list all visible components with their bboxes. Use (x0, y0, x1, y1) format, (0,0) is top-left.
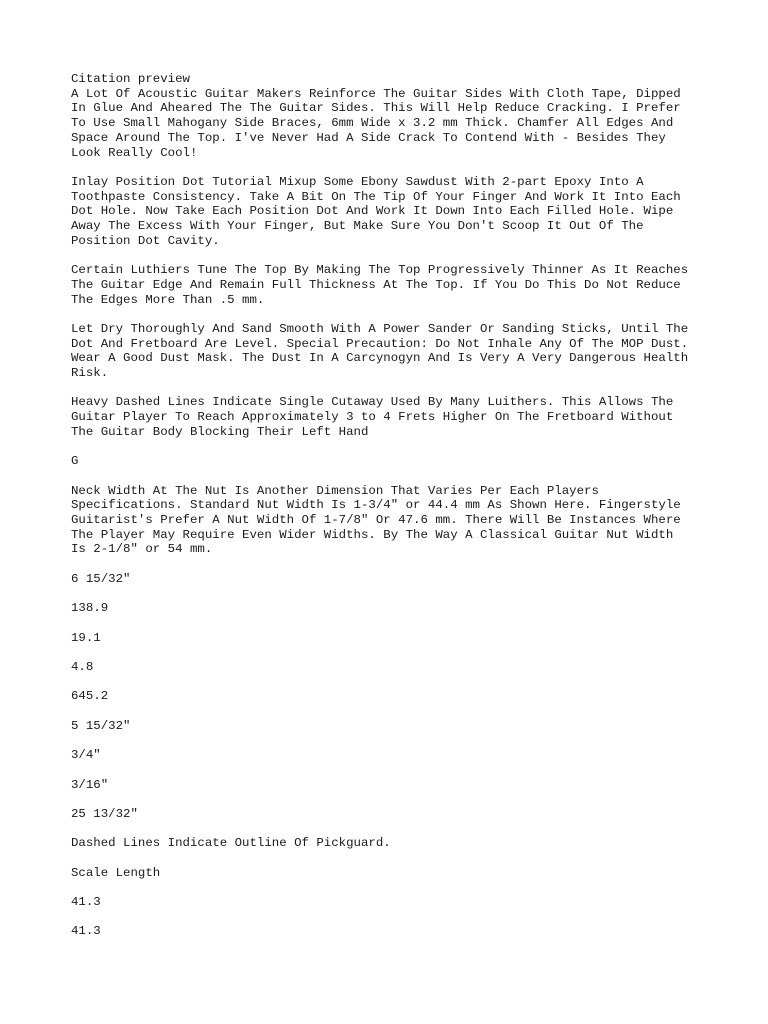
dimension-line: 5 15/32" (71, 718, 131, 733)
dimension-line: 3/16" (71, 777, 109, 792)
dimension-line: 4.8 (71, 659, 94, 674)
dimension-line: 138.9 (71, 601, 109, 616)
dimension-line: 25 13/32" (71, 806, 138, 821)
paragraph-cutaway: Heavy Dashed Lines Indicate Single Cutaway Used By Many Luithers. This Allows The Guitar Player To Reach Approximately 3 to 4 Frets Higher On The Fretboard Without The Guitar Body Blocking Their Left Hand (71, 395, 674, 439)
dimension-line: 6 15/32" (71, 571, 131, 586)
pickguard-note: Dashed Lines Indicate Outline Of Pickguard. (71, 836, 391, 851)
paragraph-nut-width: Neck Width At The Nut Is Another Dimension That Varies Per Each Players Specifications. Standard Nut Width Is 1-3/4" or 44.4 mm As Shown Here. Fingerstyle Guitarist's Prefer A Nut Width Of 1-7/8" Or 47.6 mm. There Will Be Instances Where The Player May Require Even Wider Widths. By The Way A Classical Guitar Nut Width Is 2-1/8" or 54 mm. (71, 483, 681, 557)
paragraph-sanding-precaution: Let Dry Thoroughly And Sand Smooth With A Power Sander Or Sanding Sticks, Until The Dot And Fretboard Are Level. Special Precaution: Do Not Inhale Any Of The MOP Dust. Wear A Good Dust Mask. The Dust In A Carcynogyn And Is Very A Very Dangerous Health Risk. (71, 321, 689, 381)
scale-length-label: Scale Length (71, 865, 161, 880)
dimension-line: 41.3 (71, 895, 101, 910)
dimension-line: 645.2 (71, 689, 109, 704)
dimension-line: 19.1 (71, 630, 101, 645)
paragraph-letter-g: G (71, 454, 79, 469)
paragraph-top-tuning: Certain Luthiers Tune The Top By Making The Top Progressively Thinner As It Reaches The Guitar Edge And Remain Full Thickness At The Top. If You Do This Do Not Reduce The Edges More Than .5 mm. (71, 263, 689, 307)
paragraph-side-braces: A Lot Of Acoustic Guitar Makers Reinforce The Guitar Sides With Cloth Tape, Dipped In Glue And Aheared The The Guitar Sides. This Will Help Reduce Cracking. I Prefer To Use Small Mahogany Side Braces, 6mm Wide x 3.2 mm Thick. Chamfer All Edges And Space Around The Top. I've Never Had A Side Crack To Contend With - Besides They Look Really Cool! (71, 86, 681, 160)
paragraph-inlay-dot-tutorial: Inlay Position Dot Tutorial Mixup Some Ebony Sawdust With 2-part Epoxy Into A Toothpaste Consistency. Take A Bit On The Tip Of Your Finger And Work It Into Each Dot Hole. Now Take Each Position Dot And Work It Down Into Each Filled Hole. Wipe Away The Excess With Your Finger, But Make Sure You Don't Scoop It Out Of The Position Dot Cavity. (71, 174, 681, 248)
citation-preview-heading: Citation preview (71, 72, 190, 86)
dimension-line: 3/4" (71, 748, 101, 763)
dimension-line: 41.3 (71, 924, 101, 939)
